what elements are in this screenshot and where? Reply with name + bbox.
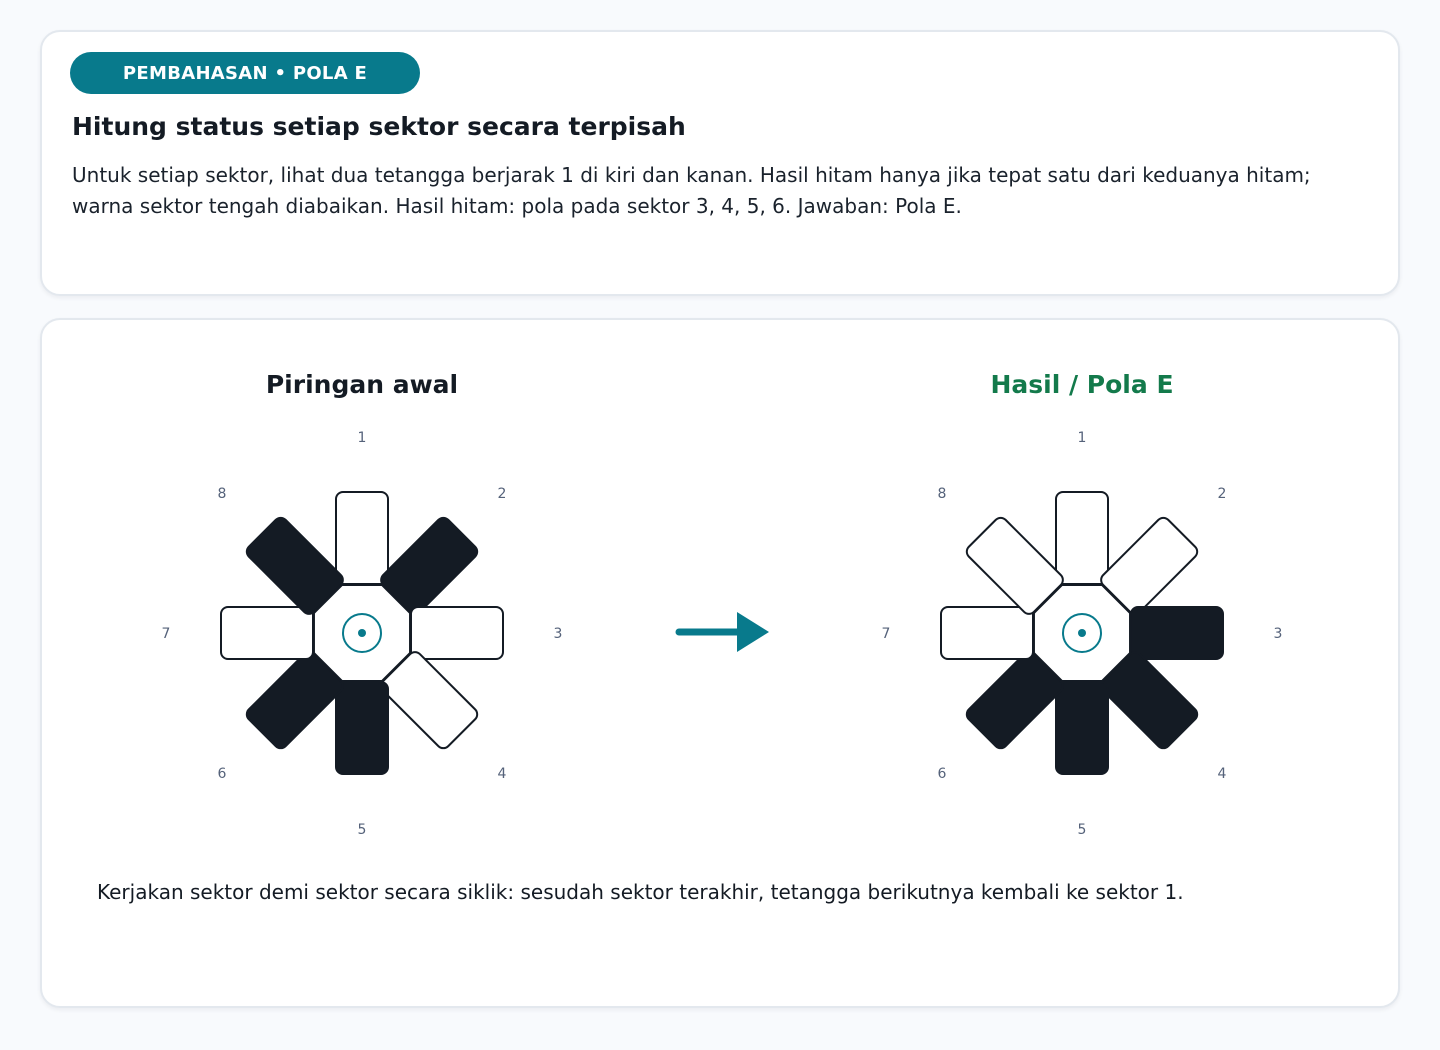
sector-number-3: 3 — [1273, 626, 1283, 642]
explanation-title: Hitung status setiap sektor secara terpisah — [72, 112, 686, 141]
arrow-head — [737, 612, 769, 652]
explanation-text: Untuk setiap sektor, lihat dua tetangga berjarak 1 di kiri dan kanan. Hasil hitam hanya jika tepat satu dari keduanya hitam; warna sektor tengah diabaikan. Hasil hitam: pola pada sektor 3, 4, 5, 6. Jawaban: Pola E. — [72, 163, 1311, 218]
result-disc-heading: Hasil / Pola E — [990, 370, 1174, 399]
sector-3-black — [1131, 607, 1223, 659]
sector-number-8: 8 — [217, 486, 227, 502]
sector-7-white — [941, 607, 1033, 659]
sector-number-4: 4 — [1217, 766, 1227, 782]
result-disc — [882, 430, 1283, 838]
explanation-card — [40, 30, 1400, 296]
initial-disc-heading: Piringan awal — [265, 370, 459, 399]
initial-disc — [162, 430, 563, 838]
sector-1-white — [336, 492, 388, 584]
sector-number-5: 5 — [1077, 822, 1087, 838]
sector-number-4: 4 — [497, 766, 507, 782]
sector-3-white — [411, 607, 503, 659]
transform-arrow — [679, 612, 769, 652]
sector-number-3: 3 — [553, 626, 563, 642]
sector-number-7: 7 — [161, 626, 171, 642]
sector-number-8: 8 — [937, 486, 947, 502]
sector-number-6: 6 — [937, 766, 947, 782]
disc-diagrams — [42, 320, 1402, 1010]
sector-number-2: 2 — [497, 486, 507, 502]
center-dot-icon — [358, 629, 366, 637]
sector-number-6: 6 — [217, 766, 227, 782]
sector-number-1: 1 — [1077, 430, 1087, 446]
diagram-card — [40, 318, 1400, 1008]
center-dot-icon — [1078, 629, 1086, 637]
sector-number-7: 7 — [881, 626, 891, 642]
cyclic-note: Kerjakan sektor demi sektor secara siklik: sesudah sektor terakhir, tetangga berikutnya kembali ke sektor 1. — [97, 880, 1184, 904]
sector-5-black — [1056, 682, 1108, 774]
sector-number-5: 5 — [357, 822, 367, 838]
section-badge: PEMBAHASAN • POLA E — [70, 52, 420, 94]
sector-number-2: 2 — [1217, 486, 1227, 502]
sector-7-white — [221, 607, 313, 659]
sector-number-1: 1 — [357, 430, 367, 446]
sector-1-white — [1056, 492, 1108, 584]
sector-5-black — [336, 682, 388, 774]
